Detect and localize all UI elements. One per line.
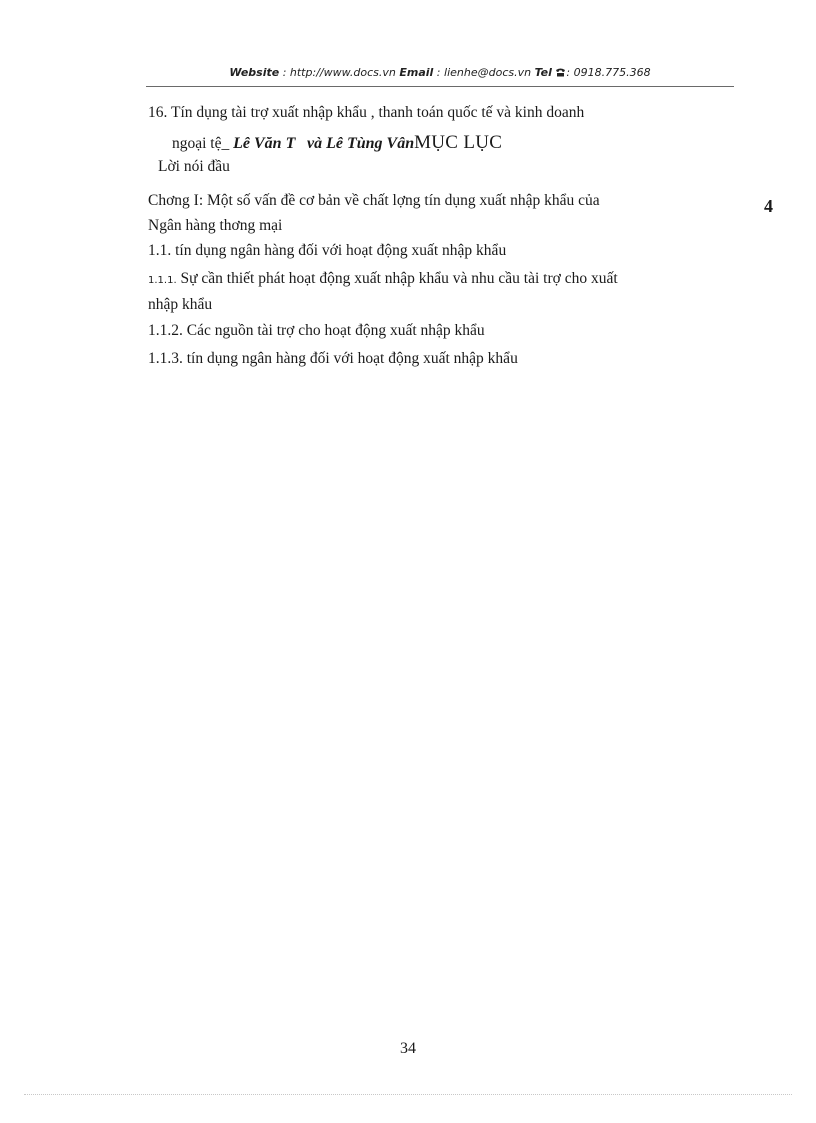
section-1-1-1-continued: nhập khẩu bbox=[148, 296, 213, 313]
chapter-1-page: 4 bbox=[764, 196, 773, 216]
toc-intro: Lời nói đầu bbox=[158, 158, 230, 175]
chapter-1-line-1: Chơng I: Một số vấn đề cơ bản về chất lợng tín dụng xuất nhập khẩu của bbox=[148, 192, 600, 209]
section-1-1-1 bbox=[148, 270, 618, 288]
reference-line-1: 16. Tín dụng tài trợ xuất nhập khẩu , thanh toán quốc tế và kinh doanh bbox=[148, 104, 585, 121]
toc-title: MỤC LỤC bbox=[414, 132, 503, 153]
section-1-1: 1.1. tín dụng ngân hàng đối với hoạt động xuất nhập khẩu bbox=[148, 242, 507, 259]
section-1-1-2: 1.1.2. Các nguồn tài trợ cho hoạt động xuất nhập khẩu bbox=[148, 322, 485, 339]
reference-author-1: Lê Văn T bbox=[233, 135, 296, 152]
email-label: Email bbox=[399, 66, 434, 79]
tel-label: Tel bbox=[534, 66, 552, 79]
section-1-1-3: 1.1.3. tín dụng ngân hàng đối với hoạt động xuất nhập khẩu bbox=[148, 350, 518, 367]
page-header bbox=[146, 66, 734, 87]
chapter-1-line-2: Ngân hàng thơng mại bbox=[148, 217, 283, 234]
tel-number: : 0918.775.368 bbox=[566, 66, 651, 79]
section-1-1-1-text: Sự cần thiết phát hoạt động xuất nhập khẩu và nhu cầu tài trợ cho xuất bbox=[176, 270, 618, 287]
phone-icon bbox=[555, 68, 566, 77]
page-bottom-divider bbox=[24, 1094, 792, 1095]
website-label: Website bbox=[229, 66, 280, 79]
section-1-1-1-number: 1.1.1. bbox=[148, 275, 177, 286]
website-url: : http://www.docs.vn bbox=[279, 66, 400, 79]
reference-author-2: và Lê Tùng Vân bbox=[306, 135, 415, 152]
reference-line-2 bbox=[172, 132, 502, 154]
reference-prefix: ngoại tệ_ bbox=[172, 135, 230, 152]
page-number: 34 bbox=[400, 1040, 416, 1057]
email-address: : lienhe@docs.vn bbox=[433, 66, 535, 79]
